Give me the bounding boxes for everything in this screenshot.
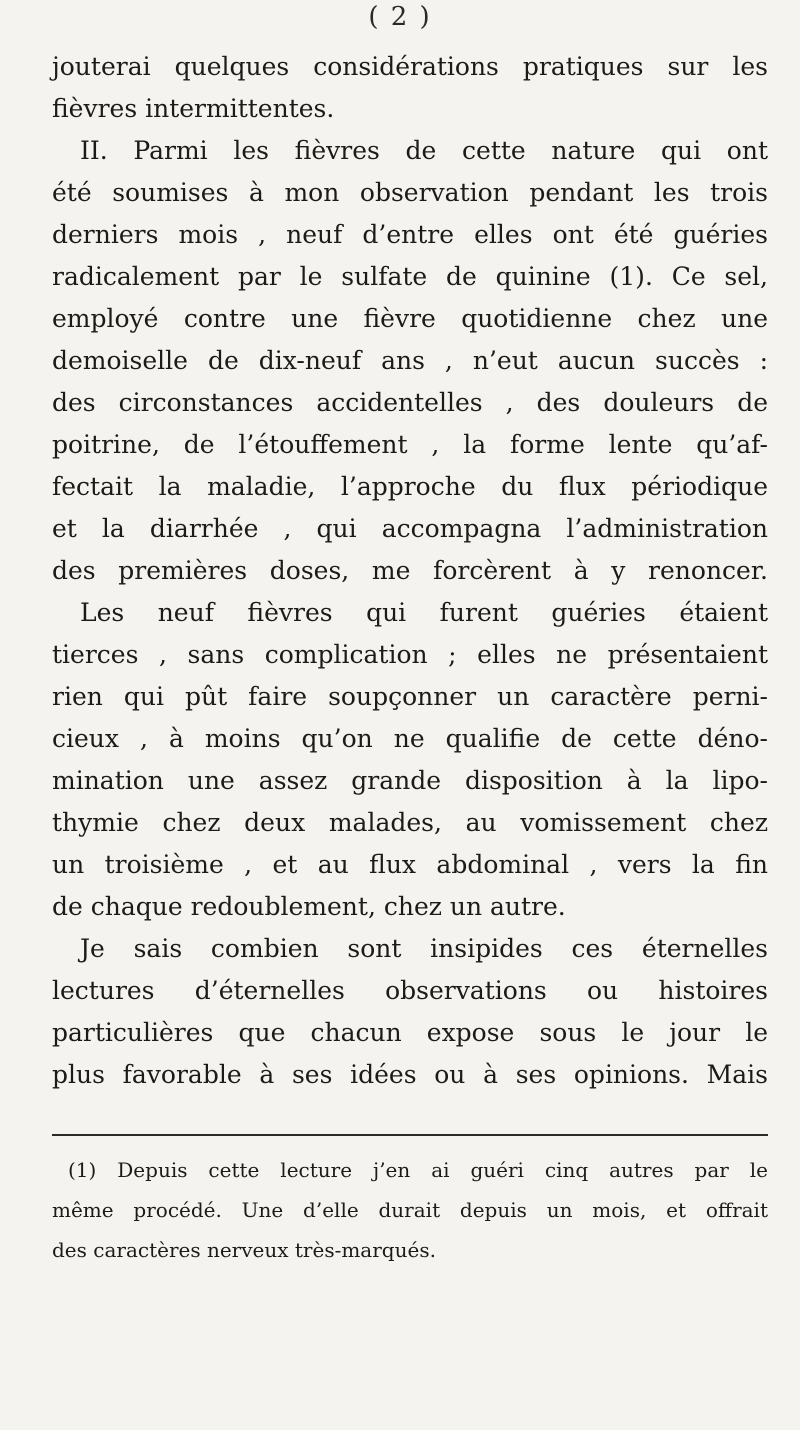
text-line: thymie chez deux malades, au vomissement chez xyxy=(52,808,768,837)
text-line: été soumises à mon observation pendant les trois xyxy=(52,178,768,207)
footnote xyxy=(52,1150,768,1270)
text-line: demoiselle de dix-neuf ans , n’eut aucun succès : xyxy=(52,346,768,375)
body-text xyxy=(52,46,768,1096)
footnote-line: des caractères nerveux très-marqués. xyxy=(52,1238,436,1262)
text-line: tierces , sans complication ; elles ne présentaient xyxy=(52,640,768,669)
paragraph-start-line: II. Parmi les fièvres de cette nature qui ont xyxy=(80,136,768,165)
text-line: mination une assez grande disposition à la lipo- xyxy=(52,766,768,795)
text-line: fièvres intermittentes. xyxy=(52,94,335,123)
text-line: radicalement par le sulfate de quinine (1). Ce sel, xyxy=(52,262,768,291)
footnote-divider xyxy=(52,1134,768,1136)
text-line: fectait la maladie, l’approche du flux périodique xyxy=(52,472,768,501)
paragraph-start-line: Les neuf fièvres qui furent guéries étaient xyxy=(80,598,768,627)
text-line: rien qui pût faire soupçonner un caractère perni- xyxy=(52,682,768,711)
paragraph-start-line: Je sais combien sont insipides ces éternelles xyxy=(80,934,768,963)
footnote-line: même procédé. Une d’elle durait depuis un mois, et offrait xyxy=(52,1198,768,1222)
footnote-line: (1) Depuis cette lecture j’en ai guéri cinq autres par le xyxy=(68,1158,768,1182)
text-line: de chaque redoublement, chez un autre. xyxy=(52,892,566,921)
text-line: des circonstances accidentelles , des douleurs de xyxy=(52,388,768,417)
text-line: des premières doses, me forcèrent à y renoncer. xyxy=(52,556,768,585)
text-line: poitrine, de l’étouffement , la forme lente qu’af- xyxy=(52,430,768,459)
text-line: derniers mois , neuf d’entre elles ont été guéries xyxy=(52,220,768,249)
text-line: un troisième , et au flux abdominal , vers la fin xyxy=(52,850,768,879)
text-line: plus favorable à ses idées ou à ses opinions. Mais xyxy=(52,1060,768,1089)
text-line: et la diarrhée , qui accompagna l’administration xyxy=(52,514,768,543)
text-line: jouterai quelques considérations pratiques sur les xyxy=(52,52,768,81)
text-line: lectures d’éternelles observations ou histoires xyxy=(52,976,768,1005)
text-line: cieux , à moins qu’on ne qualifie de cette déno- xyxy=(52,724,768,753)
page-number: ( 2 ) xyxy=(368,2,432,32)
text-line: employé contre une fièvre quotidienne chez une xyxy=(52,304,768,333)
text-line: particulières que chacun expose sous le jour le xyxy=(52,1018,768,1047)
